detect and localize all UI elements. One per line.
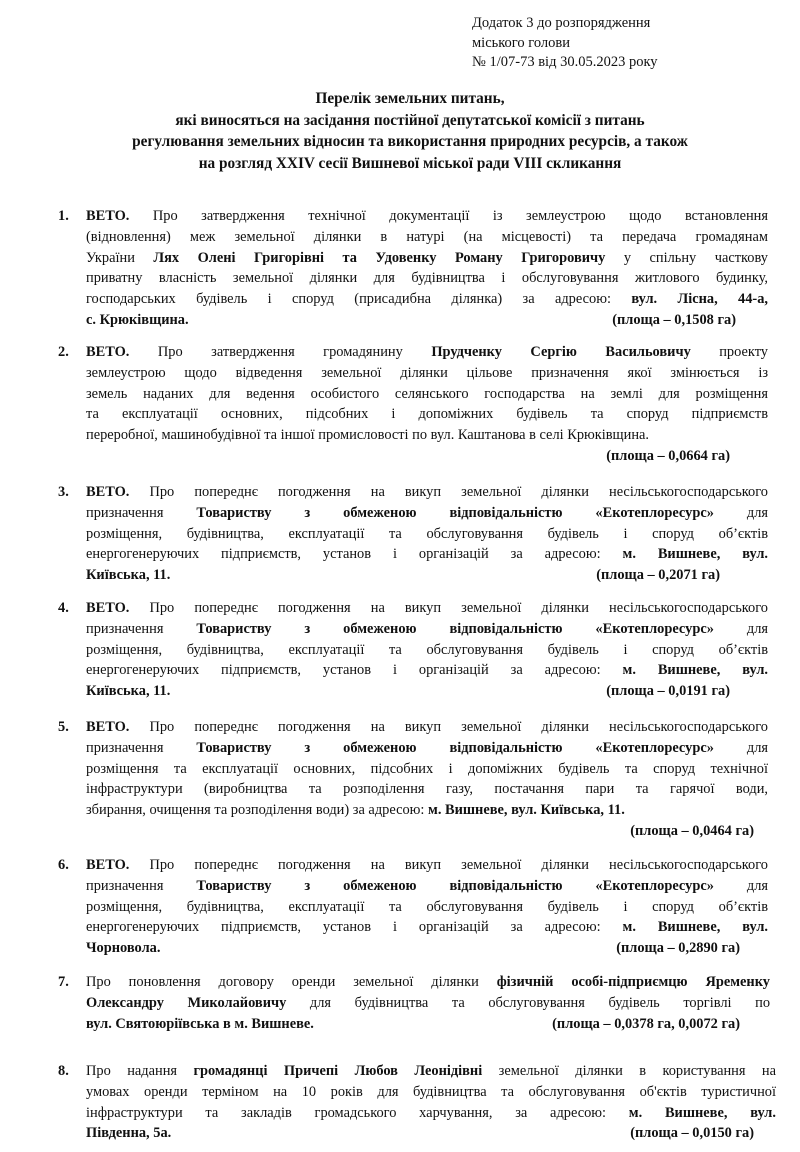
item-text: земель наданих для ведення особистого селянського господарства на землі для розміщення	[86, 385, 768, 402]
item-text: призначення	[86, 739, 197, 756]
item-number: 5.	[58, 719, 69, 735]
company-name: Товариству з обмеженою відповідальністю «Екотеплоресурс»	[196, 504, 714, 521]
address: Київська, 11.	[86, 683, 171, 700]
item-text: енергогенеруючих підприємств, установ і організацій за адресою:	[86, 662, 623, 679]
company-name: Товариству з обмеженою відповідальністю «Екотеплоресурс»	[196, 877, 714, 894]
applicant-name: громадянці Причепі Любов Леонідівні	[193, 1063, 483, 1079]
item-text: земельної ділянки в користування на	[482, 1063, 777, 1079]
item-number: 6.	[58, 857, 69, 873]
item-text: Про попереднє погодження на викуп земельної ділянки несільськогосподарського	[129, 484, 768, 500]
address: вул. Лісна, 44-а,	[631, 291, 769, 308]
item-number: 7.	[58, 974, 69, 990]
item-text: призначення	[86, 504, 197, 521]
item-text: Про попереднє погодження на викуп земельної ділянки несільськогосподарського	[129, 857, 768, 873]
list-item-4	[58, 598, 768, 702]
address: Київська, 11.	[86, 567, 171, 584]
area-value: (площа – 0,0378 га, 0,0072 га)	[552, 1015, 740, 1032]
item-text: розміщення та експлуатації основних, підсобних і допоміжних будівель та споруд технічної	[86, 760, 768, 777]
item-text: розміщення, будівництва, експлуатації та обслуговування будівель і споруд об’єктів	[86, 525, 768, 542]
list-item-7	[58, 972, 771, 1034]
address: м. Вишневе, вул. Київська, 11.	[428, 802, 625, 819]
item-text: умовах оренди терміном на 10 років для будівництва та обслуговування об'єктів туристичної	[86, 1083, 776, 1100]
annex-line-1: Додаток 3 до розпорядження	[472, 15, 651, 31]
address: м. Вишневе, вул.	[622, 919, 768, 936]
applicant-name: Лях Олені Григорівні та Удовенку Роману Григоровичу	[153, 249, 606, 266]
item-text: у спільну часткову	[605, 249, 769, 266]
veto-label: ВЕТО.	[86, 344, 130, 360]
item-text: (відновлення) меж земельної ділянки в натурі (на місцевості) та передача громадянам	[86, 228, 768, 245]
document-title	[40, 88, 780, 174]
address: Чорновола.	[86, 940, 161, 957]
annex-note	[472, 14, 792, 73]
item-text: для будівництва та обслуговування будівель торгівлі по	[286, 994, 771, 1011]
item-text: Про попереднє погодження на викуп земельної ділянки несільськогосподарського	[129, 600, 768, 616]
area-value: (площа – 0,1508 га)	[612, 311, 736, 328]
area-value: (площа – 0,2890 га)	[616, 940, 740, 957]
veto-label: ВЕТО.	[86, 719, 130, 735]
item-text: призначення	[86, 620, 197, 637]
item-text: переробної, машинобудівної та іншої промисловості по вул. Каштанова в селі Крюківщина.	[86, 427, 650, 444]
item-number: 4.	[58, 600, 69, 616]
list-item-5	[58, 717, 768, 842]
item-text: Про попереднє погодження на викуп земельної ділянки несільськогосподарського	[129, 719, 768, 735]
title-line-4: на розгляд XXIV сесії Вишневої міської ради VIII скликання	[198, 154, 622, 172]
area-value: (площа – 0,0464 га)	[630, 822, 754, 839]
title-line-1: Перелік земельних питань,	[315, 90, 505, 107]
item-text: господарських будівель і споруд (присадибна ділянка) за адресою:	[86, 291, 632, 308]
item-text: України	[86, 249, 154, 266]
company-name: Товариству з обмеженою відповідальністю «Екотеплоресурс»	[196, 620, 714, 637]
title-line-3: регулювання земельних відносин та використання природних ресурсів, а також	[132, 133, 688, 150]
address: Південна, 5а.	[86, 1125, 172, 1142]
address: м. Вишневе, вул.	[628, 1104, 776, 1121]
veto-label: ВЕТО.	[86, 484, 130, 500]
list-item-8	[58, 1061, 777, 1144]
item-text: для	[713, 620, 768, 637]
item-text: призначення	[86, 877, 197, 894]
item-number: 2.	[58, 344, 69, 360]
item-number: 3.	[58, 484, 69, 500]
address: м. Вишневе, вул.	[622, 546, 768, 563]
list-item-3	[58, 482, 768, 586]
item-text: для	[713, 877, 768, 894]
applicant-name: фізичній особі-підприємцю Яременку	[496, 974, 770, 990]
item-text: землеустрою щодо відведення земельної ділянки цільове призначення якої змінюється із	[86, 364, 768, 381]
address: вул. Святоюріївська в м. Вишневе.	[86, 1015, 314, 1032]
item-text: та експлуатації основних, підсобних і допоміжних будівель та споруд підприємств	[86, 406, 768, 423]
area-value: (площа – 0,2071 га)	[596, 567, 720, 584]
address: м. Вишневе, вул.	[622, 662, 768, 679]
item-text: Про затвердження технічної документації із землеустрою щодо встановлення	[129, 208, 768, 224]
applicant-name: Олександру Миколайовичу	[86, 994, 287, 1011]
company-name: Товариству з обмеженою відповідальністю «Екотеплоресурс»	[196, 739, 714, 756]
item-text: інфраструктури (виробництва та розподілення газу, постачання пари та гарячої води,	[86, 781, 768, 798]
item-number: 8.	[58, 1063, 69, 1079]
veto-label: ВЕТО.	[86, 600, 130, 616]
annex-line-2: міського голови	[472, 34, 571, 51]
item-number: 1.	[58, 208, 69, 224]
list-item-1	[58, 206, 769, 331]
list-item-2	[58, 342, 768, 467]
item-text: Про поновлення договору оренди земельної ділянки	[86, 974, 497, 990]
area-value: (площа – 0,0191 га)	[606, 683, 730, 700]
item-text: Про надання	[86, 1063, 194, 1079]
item-text: Про затвердження громадянину	[129, 344, 432, 360]
annex-line-3: № 1/07-73 від 30.05.2023 року	[472, 54, 658, 70]
item-text: енергогенеруючих підприємств, установ і організацій за адресою:	[86, 919, 623, 936]
area-value: (площа – 0,0664 га)	[606, 447, 730, 464]
veto-label: ВЕТО.	[86, 857, 130, 873]
veto-label: ВЕТО.	[86, 208, 130, 224]
item-text: для	[713, 504, 768, 521]
item-text: збирання, очищення та розподілення води) за адресою:	[86, 802, 429, 819]
title-line-2: які виносяться на засідання постійної депутатської комісії з питань	[175, 111, 645, 129]
list-item-6	[58, 855, 768, 959]
address: с. Крюківщина.	[86, 311, 189, 328]
item-text: розміщення, будівництва, експлуатації та обслуговування будівель і споруд об’єктів	[86, 898, 768, 915]
item-text: приватну власність земельної ділянки для будівництва і обслуговування житлового будинку,	[86, 270, 768, 287]
applicant-name: Прудченку Сергію Васильовичу	[431, 344, 691, 360]
area-value: (площа – 0,0150 га)	[630, 1125, 754, 1142]
item-text: розміщення, будівництва, експлуатації та обслуговування будівель і споруд об’єктів	[86, 641, 768, 658]
item-text: енергогенеруючих підприємств, установ і організацій за адресою:	[86, 546, 623, 563]
item-text: інфраструктури та закладів громадського харчування, за адресою:	[86, 1104, 629, 1121]
item-text: для	[713, 739, 768, 756]
item-text: проекту	[690, 344, 768, 360]
